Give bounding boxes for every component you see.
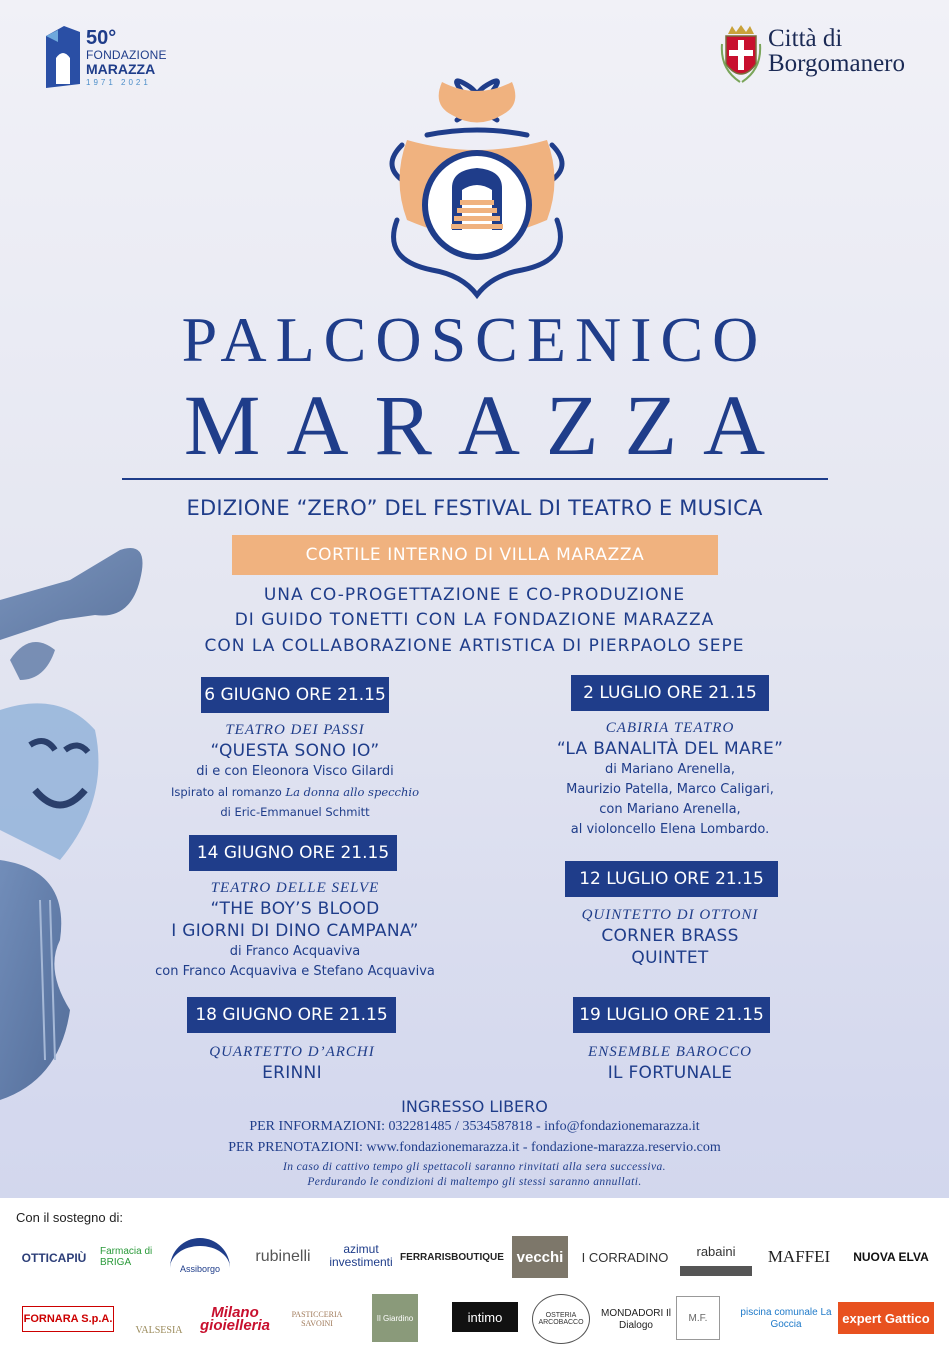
fondazione-marazza-logo	[44, 22, 174, 92]
sponsor-vecchi: vecchi	[512, 1236, 568, 1278]
coproduction-line-1: UNA CO-PROGETTAZIONE E CO-PRODUZIONE	[263, 585, 686, 605]
sponsor-farmacia: Farmacia di BRIGA	[100, 1246, 153, 1268]
event-credit-4: al violoncello Elena Lombardo.	[570, 822, 770, 837]
event-credit-2: Maurizio Patella, Marco Caligari,	[566, 782, 774, 797]
sponsor-azimut: azimut investimenti	[329, 1242, 393, 1269]
logo-fondazione-text: FONDAZIONE	[86, 48, 167, 62]
anniversary-number: 50°	[86, 27, 117, 49]
event-14-giugno	[140, 878, 450, 982]
sponsor-rabaini: rabaini	[680, 1236, 752, 1276]
event-company: CABIRIA TEATRO	[605, 720, 735, 736]
event-date-14-giugno: 14 GIUGNO ORE 21.15	[189, 835, 397, 871]
inspiration-novel: La donna allo specchio	[285, 785, 420, 799]
sponsor-mf: M.F.	[676, 1296, 720, 1340]
event-6-giugno	[160, 720, 430, 822]
sponsor-rubinelli: rubinelli	[255, 1248, 311, 1265]
event-title: CORNER BRASS	[601, 926, 739, 946]
free-entry-heading: INGRESSO LIBERO	[401, 1097, 548, 1116]
city-name	[768, 26, 905, 76]
sponsor-savoini: PASTICCERIA SAVOINI	[291, 1310, 343, 1328]
sponsor-corradino: I CORRADINO	[581, 1249, 669, 1265]
event-title-2: QUINTET	[631, 948, 709, 968]
weather-note-1: In caso di cattivo tempo gli spettacoli saranno rinvitati alla sera successiva.	[283, 1161, 666, 1173]
inspiration-prefix: Ispirato al romanzo	[170, 785, 286, 799]
event-title: “LA BANALITÀ DEL MARE”	[556, 739, 784, 759]
city-crest-icon	[720, 24, 762, 86]
event-cast: con Franco Acquaviva e Stefano Acquaviva	[155, 964, 435, 979]
event-2-luglio	[520, 718, 820, 840]
festival-title-line2: MARAZZA	[183, 377, 792, 473]
instruments-illustration	[0, 540, 170, 1100]
logo-marazza-text: MARAZZA	[86, 61, 156, 77]
event-title: IL FORTUNALE	[607, 1063, 733, 1083]
sponsor-mondadori: MONDADORI Il Dialogo	[601, 1308, 671, 1331]
citta-borgomanero-logo	[720, 22, 930, 92]
festival-subtitle: EDIZIONE “ZERO” DEL FESTIVAL DI TEATRO E MUSICA	[186, 496, 763, 520]
event-company: TEATRO DELLE SELVE	[210, 880, 380, 896]
sponsor-milano: Milano gioielleria	[199, 1304, 271, 1334]
sponsor-maffei: MAFFEI	[767, 1247, 831, 1266]
venue-banner: CORTILE INTERNO DI VILLA MARAZZA	[232, 535, 718, 575]
sponsor-label: Con il sostegno di:	[16, 1210, 123, 1225]
event-title-2: I GIORNI DI DINO CAMPANA”	[171, 921, 419, 941]
coproduction-line-2: DI GUIDO TONETTI CON LA FONDAZIONE MARAZZA	[234, 610, 715, 630]
sponsor-intimo: intimo	[452, 1302, 518, 1332]
event-title: ERINNI	[262, 1063, 322, 1083]
sponsor-fornara: FORNARA S.p.A.	[22, 1306, 114, 1332]
event-company: QUINTETTO DI OTTONI	[581, 907, 759, 923]
event-date-19-luglio: 19 LUGLIO ORE 21.15	[573, 997, 770, 1033]
event-19-luglio	[520, 1042, 820, 1084]
weather-note-2: Perdurando le condizioni di maltempo gli stessi saranno annullati.	[307, 1176, 642, 1188]
city-name-line2: Borgomanero	[768, 50, 906, 77]
event-12-luglio	[520, 905, 820, 969]
event-author: di Franco Acquaviva	[229, 944, 361, 959]
festival-emblem-icon	[372, 70, 582, 310]
sponsor-expert: expert Gattico	[838, 1302, 934, 1334]
sponsor-otticapiu: OTTICAPIÙ	[21, 1251, 87, 1265]
sponsor-band	[0, 1198, 949, 1350]
sponsor-ferraris: FERRARISBOUTIQUE	[400, 1251, 504, 1263]
event-date-6-giugno: 6 GIUGNO ORE 21.15	[201, 677, 389, 713]
event-date-2-luglio: 2 LUGLIO ORE 21.15	[571, 675, 769, 711]
event-credit-3: con Mariano Arenella,	[599, 802, 741, 817]
sponsor-piscina: piscina comunale La Goccia	[740, 1307, 832, 1330]
sponsor-valsesia: VALSESIA	[135, 1325, 183, 1336]
event-author: di Eric-Emmanuel Schmitt	[220, 805, 370, 819]
city-name-line1: Città di	[768, 25, 843, 52]
event-company: ENSEMBLE BAROCCO	[588, 1044, 752, 1060]
coproduction-line-3: CON LA COLLABORAZIONE ARTISTICA DI PIERPAOLO SEPE	[204, 636, 745, 656]
event-company: TEATRO DEI PASSI	[225, 722, 365, 738]
event-credit-1: di Mariano Arenella,	[605, 762, 735, 777]
logo-years: 1971 2021	[86, 78, 151, 87]
sponsor-assiborgo: Assiborgo	[170, 1238, 230, 1274]
event-inspiration	[160, 782, 430, 802]
event-18-giugno	[160, 1042, 424, 1084]
fondazione-building-icon	[44, 22, 84, 92]
title-divider	[122, 478, 828, 480]
event-company: QUARTETTO D’ARCHI	[209, 1044, 375, 1060]
sponsor-osteria: OSTERIA ARCOBACCO	[532, 1294, 590, 1344]
festival-title-line1: PALCOSCENICO	[181, 304, 768, 375]
event-date-12-luglio: 12 LUGLIO ORE 21.15	[565, 861, 778, 897]
event-date-18-giugno: 18 GIUGNO ORE 21.15	[187, 997, 396, 1033]
event-title: “THE BOY’S BLOOD	[210, 899, 380, 919]
sponsor-nuovaelva: NUOVA ELVA	[853, 1250, 929, 1264]
sponsor-giardino: Il Giardino	[372, 1294, 418, 1342]
event-credit: di e con Eleonora Visco Gilardi	[196, 764, 394, 779]
event-title: “QUESTA SONO IO”	[210, 741, 380, 761]
info-contacts: PER INFORMAZIONI: 032281485 / 3534587818 - info@fondazionemarazza.it	[249, 1119, 700, 1134]
booking-info: PER PRENOTAZIONI: www.fondazionemarazza.it - fondazione-marazza.reservio.com	[228, 1140, 721, 1155]
